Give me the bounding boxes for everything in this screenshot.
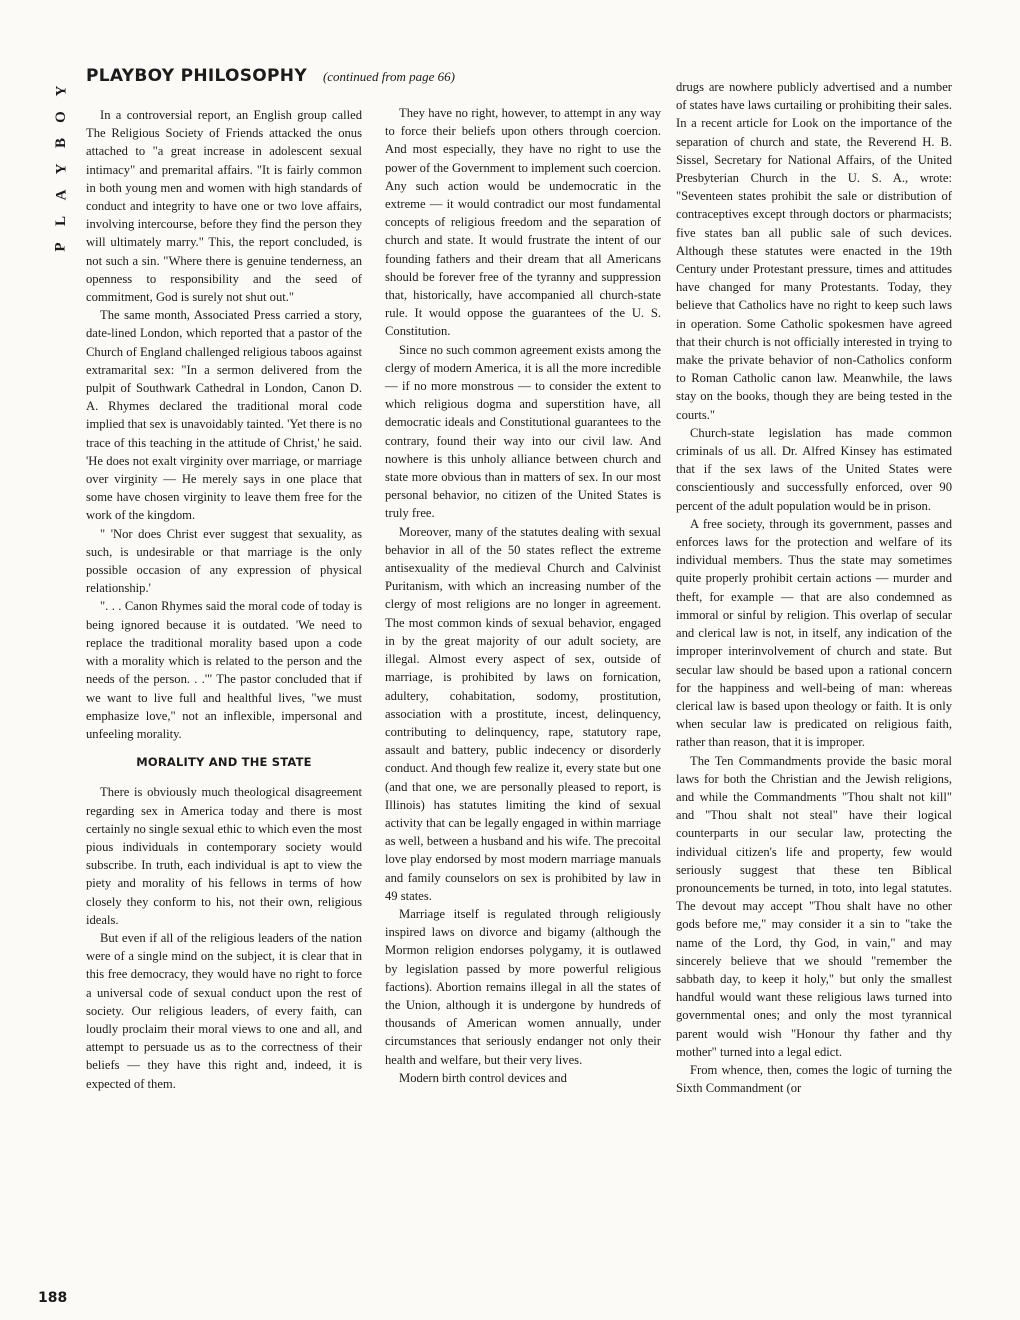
article-header xyxy=(86,66,646,94)
paragraph: drugs are nowhere publicly advertised and a number of states have laws curtailing or prohibiting their sales. In a recent article for Look on the importance of the separation of church and state, the Reverend H. B. Sissel, Secretary for National Affairs, of the United Presbyterian Church in the U. S. A., wrote: "Seventeen states prohibit the sale or distribution of contraceptives except through doctors or pharmacists; five states ban all public sale of such devices. Although these statutes were enacted in the 19th Century under Protestant pressure, times and attitudes have changed for many Protestants. Today, they believe that Catholics have no right to keep such laws in operation. Some Catholic spokesmen have agreed that their church is not officially interested in trying to make the private behavior of non-Catholics conform to Roman Catholic canon law. Meanwhile, the laws stay on the books, though they are being tested in the courts." xyxy=(676,80,952,422)
paragraph: They have no right, however, to attempt in any way to force their beliefs upon others through coercion. And most especially, they have no right to use the power of the Government to implement such coercion. Any such action would be undemocratic in the extreme — it would contradict our most fundamental concepts of religious freedom and the separation of church and state. It would frustrate the intent of our founding fathers and their dream that all Americans should be forever free of the tyranny and suppression that, historically, have accompanied all church-state rule. It would oppose the guarantees of the U. S. Constitution. xyxy=(385,106,661,339)
paragraph: But even if all of the religious leaders of the nation were of a single mind on the subject, it is clear that in this free democracy, they would have no right to force a universal code of sexual conduct upon the rest of society. Our religious leaders, of every faith, can loudly proclaim their moral views to one and all, and attempt to persuade us as to the correctness of their beliefs — they have this right and, indeed, it is expected of them. xyxy=(86,930,362,1091)
paragraph: Moreover, many of the statutes dealing with sexual behavior in all of the 50 states reflect the extreme antisexuality of the medieval Church and Calvinist Puritanism, with which an increasing number of the clergy of most religions are no longer in agreement. The most common kinds of sexual behavior, engaged in by the great majority of our adult society, are illegal. Almost every aspect of sex, outside of marriage, is prohibited by laws on fornication, adultery, cohabitation, sodomy, prostitution, association with a prostitute, incest, delinquency, contributing to delinquency, rape, statutory rape, assault and battery, public indecency or disorderly conduct. And though few realize it, every state but one (and that one, we are personally pleased to report, is Illinois) has statutes limiting the kind of sexual activity that can be legally engaged in within marriage as well, between a husband and his wife. The precoital love play endorsed by most modern marriage manuals and family counselors on sex is prohibited by law in 49 states. xyxy=(385,524,661,903)
vertical-letter: Y xyxy=(53,85,69,97)
paragraph: Since no such common agreement exists among the clergy of modern America, it is all the more incredible — if no more monstrous — to consider the extent to which religious dogma and superstition have, all democratic ideals and Constitutional guarantees to the contrary, found their way into our civil law. And nowhere is this unholy alliance between church and state more obvious than in matters of sex. In our most personal behavior, no citizen of the United States is truly free. xyxy=(385,342,661,521)
paragraph: The Ten Commandments provide the basic moral laws for both the Christian and the Jewish religions, and while the Commandments "Thou shalt not kill" and "Thou shalt not steal" have their logical counterparts in our secular law, protecting the individual citizen's life and property, few would seriously suggest that these ten Biblical pronouncements be turned, in toto, into legal statutes. The devout may accept "Thou shalt have no other gods before me," may consider it a sin to "take the name of the Lord, thy God, in vain," and may sincerely believe that we should "remember the sabbath day, to keep it holy," but only the smallest handful would want these religious laws turned into governmental ones; and only the most tyrannical parent would wish "Honour thy father and thy mother" turned into a legal edict. xyxy=(676,753,952,1059)
section-subhead: MORALITY AND THE STATE xyxy=(136,755,312,770)
vertical-letter: Y xyxy=(53,163,69,175)
vertical-letter: P xyxy=(52,242,69,252)
column-3 xyxy=(676,78,952,1097)
vertical-letter: O xyxy=(52,111,69,123)
paragraph: The same month, Associated Press carried a story, date-lined London, which reported that a pastor of the Church of England challenged religious taboos against extramarital sex: "In a sermon delivered from the pulpit of Southwark Cathedral in London, Canon D. A. Rhymes declared the traditional moral code implied that sex is unavoidably tainted. 'Yet there is no trace of this teaching in the attitude of Christ,' he said. 'He does not exalt virginity over marriage, or marriage over virginity — He merely says in one place that some have chosen virginity to leave them free for the work of the kingdom. xyxy=(86,308,362,523)
column-2 xyxy=(385,104,661,1087)
article-title: PLAYBOY PHILOSOPHY xyxy=(86,66,307,86)
continued-note: (continued from page 66) xyxy=(322,69,455,84)
page-number: 188 xyxy=(38,1290,68,1306)
paragraph: ". . . Canon Rhymes said the moral code of today is being ignored because it is outdated. 'We need to replace the traditional morality based upon a code with a morality which is related to the person and the needs of the person. . .'" The pastor concluded that if we want to live full and healthful lives, "we must emphasize love," not an inflexible, impersonal and unfeeling morality. xyxy=(86,599,362,741)
paragraph: " 'Nor does Christ ever suggest that sexuality, as such, is undesirable or that marriage is the only possible occasion of any expression of physical relationship.' xyxy=(86,526,362,596)
paragraph: A free society, through its government, passes and enforces laws for the protection and welfare of its individual members. Thus the state may sometimes quite properly prohibit certain actions — murder and theft, for example — that are also condemned as immoral or sinful by religion. This overlap of secular and clerical law is not, in itself, any indication of the improper interinvolvement of church and state. But secular law should be based upon a rational concern for the happiness and well-being of man: whereas clerical law is based upon theology or faith. It is only when secular law is predicated on religious faith, rather than reason, that it is improper. xyxy=(676,516,952,750)
paragraph: There is obviously much theological disagreement regarding sex in America today and there is most certainly no single sexual ethic to which even the most pious individuals in contemporary society would subscribe. In truth, each individual is apt to view the piety and morality of his fellows in terms of how closely they conform to his, not their own, religious ideals. xyxy=(86,785,362,927)
paragraph: Church-state legislation has made common criminals of us all. Dr. Alfred Kinsey has estimated that if the sex laws of the United States were conscientiously and successfully enforced, over 90 percent of the adult population would be in prison. xyxy=(676,425,952,513)
paragraph: From whence, then, comes the logic of turning the Sixth Commandment (or xyxy=(676,1062,952,1096)
paragraph: Marriage itself is regulated through religiously inspired laws on divorce and bigamy (although the Mormon religion endorses polygamy, it is outlawed by legislation passed by more powerful religious factions). Abortion remains illegal in all the states of the Union, although it is undergone by hundreds of thousands of American women annually, under circumstances that seriously endanger not only their health and welfare, but their very lives. xyxy=(385,906,661,1067)
column-1 xyxy=(86,106,362,1093)
vertical-letter: A xyxy=(53,189,69,201)
paragraph: In a controversial report, an English group called The Religious Society of Friends attacked the onus attached to "a great increase in adolescent sexual intimacy" and premarital affairs. "It is fairly common in both young men and women with high standards of conduct and integrity to have one or two love affairs, involving intercourse, before they find the person they will ultimately marry." This, the report concluded, is not such a sin. "Where there is genuine tenderness, an openness to responsibility and the seed of commitment, God is surely not shut out." xyxy=(86,108,362,305)
vertical-letter: L xyxy=(52,215,69,227)
vertical-letter: B xyxy=(52,137,69,149)
magazine-vertical-label xyxy=(54,78,68,260)
paragraph: Modern birth control devices and xyxy=(399,1070,567,1085)
